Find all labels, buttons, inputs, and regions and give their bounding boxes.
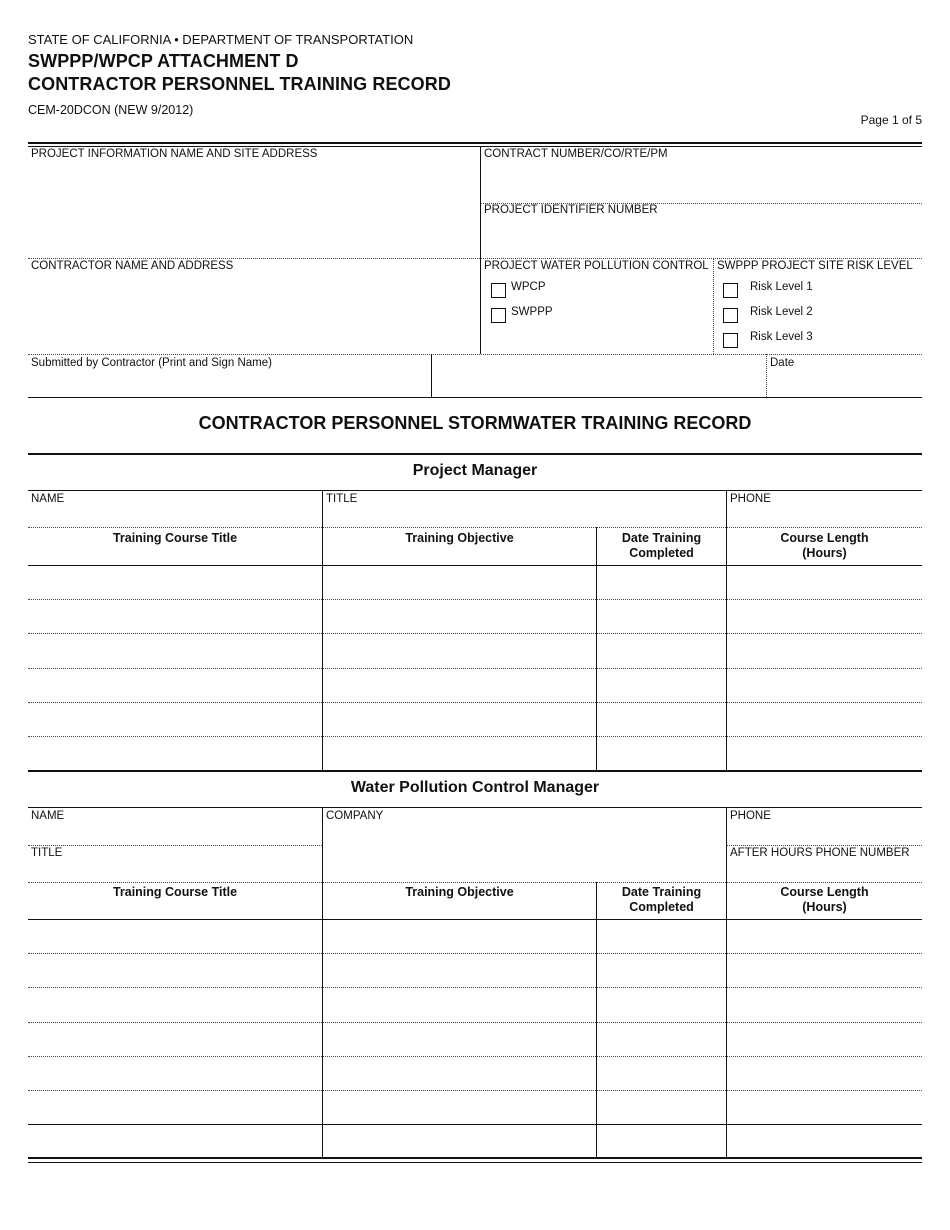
wpc-cell-course-title[interactable] [28,1023,322,1056]
pm-cell-date[interactable] [597,703,726,736]
project-identifier-label: PROJECT IDENTIFIER NUMBER [484,204,658,216]
wpc-cell-course-title[interactable] [28,920,322,953]
form-title-line1: SWPPP/WPCP ATTACHMENT D [28,51,299,71]
wpc-cell-course-title[interactable] [28,988,322,1021]
wpc-phone-label: PHONE [730,810,771,822]
wpc-cell-length[interactable] [727,988,922,1021]
top-rule [28,142,922,144]
wpc-cell-objective[interactable] [323,1091,596,1124]
pm-col-course-title: Training Course Title [112,531,238,545]
project-info-field[interactable] [28,146,480,258]
pm-col-length: Course Length (Hours) [780,531,869,560]
wpc-col-objective: Training Objective [405,885,514,899]
wpc-cell-date[interactable] [597,1125,726,1158]
risk-level-3-checkbox[interactable] [723,333,738,348]
risk-level-2-checkbox[interactable] [723,308,738,323]
pm-cell-objective[interactable] [323,737,596,770]
wpc-phone-field[interactable] [727,808,922,845]
pm-cell-date[interactable] [597,600,726,633]
contractor-signature-field[interactable] [432,355,766,397]
wpc-cell-course-title[interactable] [28,1125,322,1158]
wpc-cell-date[interactable] [597,1091,726,1124]
wpc-cell-objective[interactable] [323,920,596,953]
wpc-cell-length[interactable] [727,1057,922,1090]
wpc-company-field[interactable] [323,808,726,882]
wpc-cell-objective[interactable] [323,954,596,987]
wpc-header-rule [28,882,922,883]
pm-cell-length[interactable] [727,703,922,736]
pm-col-objective: Training Objective [405,531,514,545]
wpc-cell-objective[interactable] [323,1125,596,1158]
wpc-title-field[interactable] [28,846,322,882]
page-number: Page 1 of 5 [860,113,922,127]
info-bottom-rule [28,397,922,398]
pm-cell-objective[interactable] [323,566,596,599]
pm-vline-3 [726,491,727,771]
pm-cell-length[interactable] [727,669,922,702]
contractor-field[interactable] [28,259,480,354]
wpc-cell-length[interactable] [727,1091,922,1124]
pm-col-date: Date Training Completed [621,531,702,560]
pm-cell-course-title[interactable] [28,737,322,770]
wpc-vline-2 [596,882,597,1158]
date-field[interactable] [767,355,922,397]
wpc-cell-length[interactable] [727,1023,922,1056]
wpc-after-hours-field[interactable] [727,846,922,882]
water-control-label: PROJECT WATER POLLUTION CONTROL [484,260,709,272]
wpc-cell-objective[interactable] [323,1023,596,1056]
pm-cell-course-title[interactable] [28,703,322,736]
wpc-cell-course-title[interactable] [28,954,322,987]
wpc-col-date: Date Training Completed [621,885,702,914]
swppp-label: SWPPP [511,306,553,318]
wpc-cell-date[interactable] [597,1023,726,1056]
pm-cell-objective[interactable] [323,703,596,736]
main-title: CONTRACTOR PERSONNEL STORMWATER TRAINING RECORD [198,413,752,433]
pm-heading: Project Manager [412,462,538,479]
wpc-cell-date[interactable] [597,1057,726,1090]
wpc-vline-1 [322,808,323,1158]
pm-name-field[interactable] [28,491,322,527]
contractor-label: CONTRACTOR NAME AND ADDRESS [31,260,234,272]
form-number: CEM-20DCON (NEW 9/2012) [28,103,194,117]
pm-cell-course-title[interactable] [28,669,322,702]
pm-cell-date[interactable] [597,566,726,599]
pm-vline-1 [322,491,323,771]
pm-cell-course-title[interactable] [28,566,322,599]
wpc-cell-objective[interactable] [323,988,596,1021]
pm-cell-course-title[interactable] [28,600,322,633]
project-info-label: PROJECT INFORMATION NAME AND SITE ADDRESS [31,148,318,160]
wpc-name-field[interactable] [28,808,322,845]
contract-number-label: CONTRACT NUMBER/CO/RTE/PM [484,148,668,160]
wpc-title-label: TITLE [31,847,63,859]
risk-level-2-label: Risk Level 2 [750,306,813,318]
pm-cell-objective[interactable] [323,634,596,667]
wpcp-checkbox[interactable] [491,283,506,298]
wpc-cell-length[interactable] [727,954,922,987]
wpc-bottom-rule-outer [28,1162,922,1163]
contract-number-field[interactable] [481,146,922,203]
pm-cell-length[interactable] [727,634,922,667]
wpc-cell-length[interactable] [727,920,922,953]
pm-header-rule [28,527,922,528]
swppp-checkbox[interactable] [491,308,506,323]
wpc-cell-date[interactable] [597,988,726,1021]
pm-cell-date[interactable] [597,737,726,770]
pm-cell-objective[interactable] [323,669,596,702]
pm-cell-date[interactable] [597,669,726,702]
wpc-vline-3 [726,808,727,1158]
pm-top-rule [28,453,922,455]
pm-title-label: TITLE [326,493,358,505]
wpc-heading: Water Pollution Control Manager [350,779,600,796]
project-identifier-field[interactable] [481,204,922,258]
risk-level-label: SWPPP PROJECT SITE RISK LEVEL [717,260,913,272]
pm-cell-length[interactable] [727,566,922,599]
risk-level-1-checkbox[interactable] [723,283,738,298]
pm-phone-label: PHONE [730,493,771,505]
pm-cell-date[interactable] [597,634,726,667]
wpcp-label: WPCP [511,281,546,293]
wpc-cell-course-title[interactable] [28,1057,322,1090]
risk-level-3-label: Risk Level 3 [750,331,813,343]
wpc-cell-date[interactable] [597,954,726,987]
pm-cell-length[interactable] [727,600,922,633]
pm-bottom-rule [28,770,922,772]
risk-level-1-label: Risk Level 1 [750,281,813,293]
wpc-company-label: COMPANY [326,810,384,822]
date-label: Date [770,357,795,369]
wpc-cell-objective[interactable] [323,1057,596,1090]
wpc-bottom-rule [28,1157,922,1159]
agency-line: STATE OF CALIFORNIA • DEPARTMENT OF TRANSPORTATION [28,32,414,47]
submitted-label: Submitted by Contractor (Print and Sign Name) [31,357,272,369]
wpc-name-label: NAME [31,810,65,822]
wpc-col-course-title: Training Course Title [112,885,238,899]
wpc-col-length: Course Length (Hours) [780,885,869,914]
pm-phone-field[interactable] [727,491,922,527]
wpc-cell-course-title[interactable] [28,1091,322,1124]
pm-cell-length[interactable] [727,737,922,770]
form-title-line2: CONTRACTOR PERSONNEL TRAINING RECORD [28,74,451,94]
pm-vline-2 [596,527,597,771]
pm-title-field[interactable] [323,491,726,527]
pm-cell-objective[interactable] [323,600,596,633]
pm-name-label: NAME [31,493,65,505]
water-risk-divider [713,259,714,354]
wpc-cell-length[interactable] [727,1125,922,1158]
wpc-after-hours-label: AFTER HOURS PHONE NUMBER [730,847,910,859]
wpc-cell-date[interactable] [597,920,726,953]
pm-cell-course-title[interactable] [28,634,322,667]
